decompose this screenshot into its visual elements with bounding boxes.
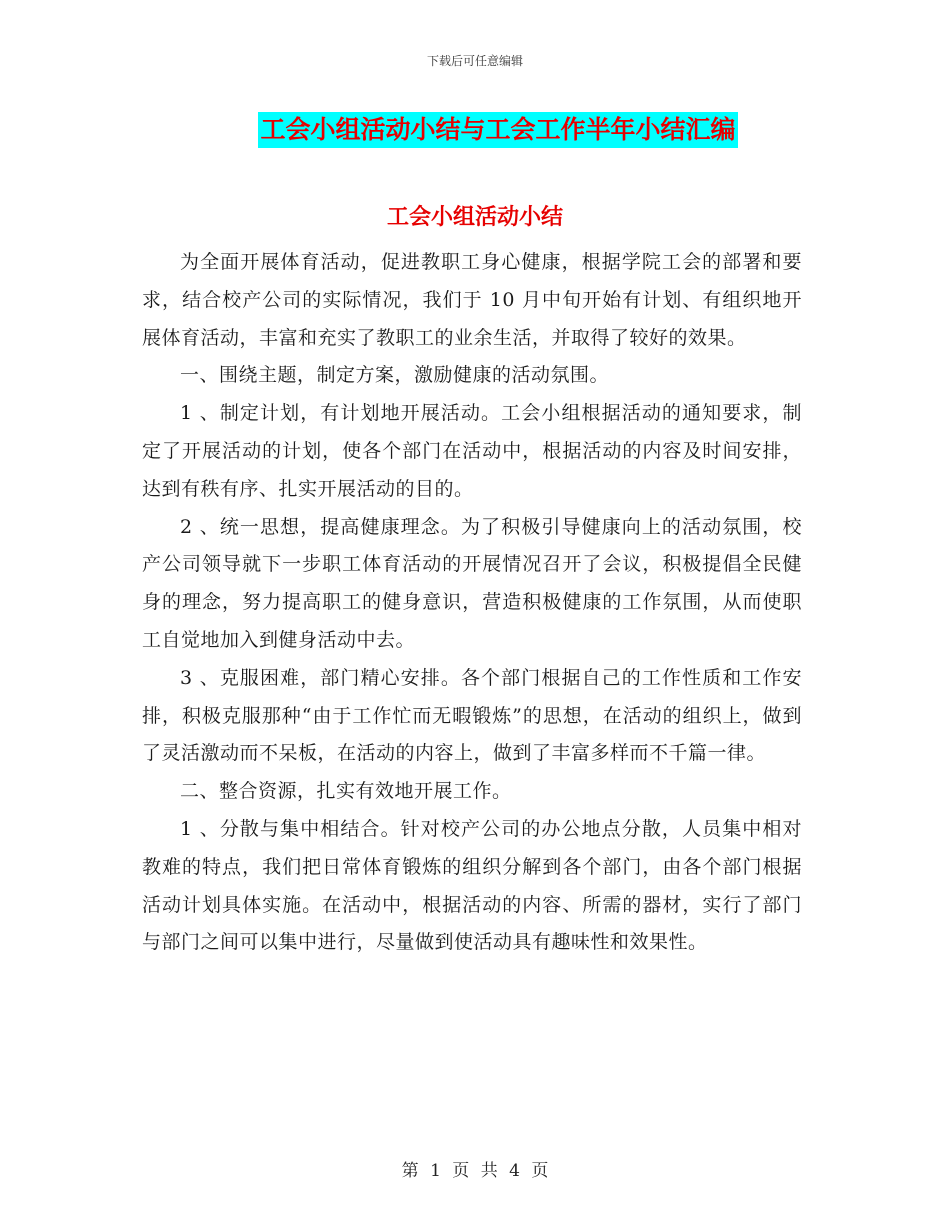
document-body bbox=[142, 244, 802, 962]
paragraph: 1 、分散与集中相结合。针对校产公司的办公地点分散，人员集中相对教难的特点，我们把日常体育锻炼的组织分解到各个部门，由各个部门根据活动计划具体实施。在活动中，根据活动的内容、所需的器材，实行了部门与部门之间可以集中进行，尽量做到使活动具有趣味性和效果性。 bbox=[142, 817, 802, 954]
page-header-note: 下载后可任意编辑 bbox=[426, 54, 523, 68]
paragraph: 为全面开展体育活动，促进教职工身心健康，根据学院工会的部署和要求，结合校产公司的实际情况，我们于 10 月中旬开始有计划、有组织地开展体育活动，丰富和充实了教职工的业余生活，并取得了较好的效果。 bbox=[142, 251, 802, 349]
main-title-container bbox=[0, 112, 950, 148]
page-number-footer: 第 1 页 共 4 页 bbox=[401, 1161, 549, 1181]
paragraph: 2 、统一思想，提高健康理念。为了积极引导健康向上的活动氛围，校产公司领导就下一步职工体育活动的开展情况召开了会议，积极提倡全民健身的理念，努力提高职工的健身意识，营造积极健康的工作氛围，从而使职工自觉地加入到健身活动中去。 bbox=[142, 515, 802, 651]
paragraph: 二、整合资源，扎实有效地开展工作。 bbox=[180, 780, 512, 803]
paragraph: 1 、制定计划，有计划地开展活动。工会小组根据活动的通知要求，制定了开展活动的计划，使各个部门在活动中，根据活动的内容及时间安排，达到有秩有序、扎实开展活动的目的。 bbox=[142, 402, 802, 500]
paragraph: 一、围绕主题，制定方案，激励健康的活动氛围。 bbox=[180, 364, 610, 387]
main-title: 工会小组活动小结与工会工作半年小结汇编 bbox=[258, 112, 737, 148]
paragraph: 3 、克服困难，部门精心安排。各个部门根据自己的工作性质和工作安排，积极克服那种“由于工作忙而无暇锻炼”的思想，在活动的组织上，做到了灵活激动而不呆板，在活动的内容上，做到了丰富多样而不千篇一律。 bbox=[142, 666, 802, 765]
section-title: 工会小组活动小结 bbox=[386, 205, 563, 230]
